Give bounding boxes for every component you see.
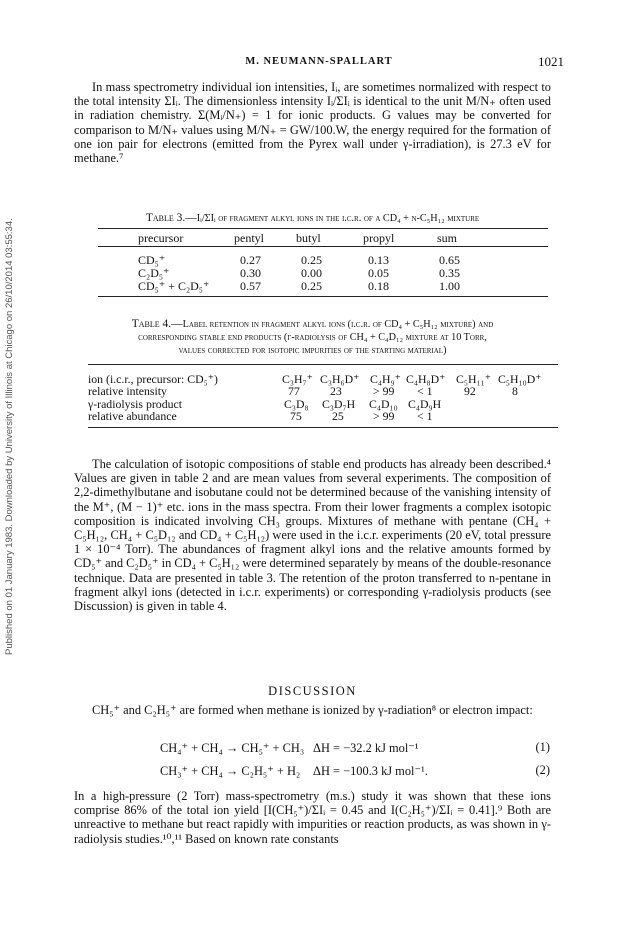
table4-row	[88, 409, 558, 423]
equation	[160, 740, 550, 756]
table4-row	[88, 384, 558, 398]
table4-cell: > 99	[373, 409, 395, 423]
table3-caption	[74, 212, 551, 225]
table3-header: propyl	[363, 231, 395, 245]
table3-header: butyl	[296, 231, 321, 245]
table3-row	[98, 253, 548, 267]
table3-header: sum	[437, 231, 458, 245]
table3-cell: 0.05	[368, 266, 389, 280]
discussion-intro: CH₅⁺ and C₂H₅⁺ are formed when methane is ionized by γ-radiation⁸ or electron impact:	[92, 703, 533, 717]
table4-cell: C₃H₇⁺	[282, 372, 313, 386]
table4-cell: < 1	[417, 384, 433, 398]
equation-enthalpy: ΔH = −100.3 kJ mol⁻¹.	[313, 764, 428, 778]
paragraph-isotopic-composition: The calculation of isotopic compositions of stable end products has already been described.⁴ Values are given in table 2 and are mean values from several experiments. The composition of 2,2-dimethylbutane and isobutane could not be determined because of the vanishing intensity of the M⁺, (M − 1)⁺ etc. ions in the mass spectra. From their lower fragments a complex isotopic composition is indicated involving CH₃ groups. Mixtures of methane with pentane (CH₄ + C₅H₁₂, CH₄ + C₅D₁₂ and CD₄ + C₅H₁₂) were used in the i.c.r. experiments (20 eV, total pressure 1 × 10⁻⁴ Torr). The abundances of fragment alkyl ions and the relative amounts formed by CD₅⁺ and C₂D₅⁺ in CD₄ + C₅H₁₂ were determined separately by means of the double-resonance technique. Data are presented in table 3. The retention of the proton transferred to n-pentane in fragment alkyl ions (detected in i.c.r. experiments) or corresponding γ-radiolysis products (see Discussion) is given in table 4.	[74, 457, 551, 614]
running-head: M. NEUMANN-SPALLART	[245, 56, 393, 67]
table4-caption	[74, 318, 551, 357]
equation-enthalpy: ΔH = −32.2 kJ mol⁻¹	[313, 741, 419, 755]
table4-cell: 23	[330, 384, 342, 398]
paragraph-normalization: In mass spectrometry individual ion intensities, Iᵢ, are sometimes normalized with respect to the total intensity ΣIᵢ. The dimensionless intensity Iᵢ/ΣIᵢ is identical to the unit M/N₊ often used in radiation chemistry. Σ(Mᵢ/N₊) = 1 for ionic products. G values may be converted for comparison to M/N₊ values using M/N₊ = GW/100.W, the energy required for the formation of one ion pair for electrons (emitted from the Pyrex wall under γ-irradiation), is 27.3 eV for methane.⁷	[74, 80, 551, 166]
table4-cell: C₄H₉⁺	[370, 372, 401, 386]
download-watermark: Published on 01 January 1983. Downloaded by University of Illinois at Chicago on 26/10/2014 03:55:34.	[4, 218, 15, 655]
table4-caption-line: Label retention in fragment alkyl ions (i.c.r. of CD₄ + C₅H₁₂ mixture) and	[182, 319, 494, 330]
table3-cell: 0.25	[301, 253, 322, 267]
table3-label: Table 3.—	[145, 212, 197, 224]
equation-number: (1)	[535, 740, 550, 754]
table3-bottom-rule	[98, 296, 548, 297]
table4-cell: 92	[464, 384, 476, 398]
table3-cell: 0.35	[439, 266, 460, 280]
table4-top-rule	[88, 364, 558, 365]
table4-cell: relative abundance	[88, 409, 177, 423]
equation	[160, 763, 550, 779]
table3-header: precursor	[138, 231, 184, 245]
table3-cell: 0.57	[240, 279, 261, 293]
table3-cell: 0.30	[240, 266, 261, 280]
table3-cell: 0.27	[240, 253, 261, 267]
table3-row	[98, 266, 548, 280]
table3-header: pentyl	[234, 231, 264, 245]
table3-cell: 0.00	[301, 266, 322, 280]
table4-cell: 25	[332, 409, 344, 423]
discussion-paragraph: In a high-pressure (2 Torr) mass-spectrometry (m.s.) study it was shown that these ions comprise 86% of the total ion yield [I(CH₅⁺)/ΣIᵢ = 0.45 and I(C₂H₅⁺)/ΣIᵢ = 0.41].⁹ Both are unreactive to methane but react rapidly with impurities or reaction products, as was shown in γ-radiolysis studies.¹⁰,¹¹ Based on known rate constants	[74, 789, 551, 846]
table4-cell: C₄D₁₀	[369, 397, 398, 411]
table3-cell: CD₅⁺ + C₂D₅⁺	[138, 279, 210, 293]
table4-label: Table 4.—	[131, 318, 183, 330]
page-number: 1021	[538, 54, 564, 69]
table4-cell: < 1	[417, 409, 433, 423]
table4-cell: C₅H₁₁⁺	[456, 372, 491, 386]
table4-caption-line: corresponding stable end products (γ-radiolysis of CH₄ + C₄D₁₂ mixture at 10 Torr,	[138, 332, 487, 343]
table4-cell: C₄H₈D⁺	[406, 372, 446, 386]
table4-cell: ion (i.c.r., precursor: CD₅⁺)	[88, 372, 218, 386]
table3-caption-text: Iᵢ/ΣIᵢ of fragment alkyl ions in the i.c.r. of a CD₄ + n-C₅H₁₂ mixture	[196, 213, 480, 224]
table3-cell: 0.25	[301, 279, 322, 293]
table4-caption-line: values corrected for isotopic impurities of the starting material)	[178, 345, 447, 356]
equation-number: (2)	[535, 763, 550, 777]
table3-top-rule	[98, 228, 548, 229]
table4-cell: C₃H₆D⁺	[320, 372, 360, 386]
table4-cell: 77	[288, 384, 300, 398]
table3-cell: 0.65	[439, 253, 460, 267]
table3-header-row	[98, 231, 548, 247]
table4-cell: C₄D₉H	[408, 397, 442, 411]
table4-cell: 8	[512, 384, 518, 398]
section-title-discussion: DISCUSSION	[268, 684, 357, 698]
table3-cell: 0.18	[368, 279, 389, 293]
table4-cell: relative intensity	[88, 384, 167, 398]
table4-bottom-rule	[88, 427, 558, 428]
table4-cell: C₃D₈	[284, 397, 309, 411]
table4-cell: > 99	[373, 384, 395, 398]
table3-cell: CD₅⁺	[138, 253, 166, 267]
table3-cell: C₂D₅⁺	[138, 266, 170, 280]
table4-cell: C₅H₁₀D⁺	[498, 372, 542, 386]
table4-cell: C₃D₇H	[322, 397, 356, 411]
equation-formula: CH₄⁺ + CH₄ → CH₅⁺ + CH₃	[160, 741, 305, 755]
table4-cell: 75	[290, 409, 302, 423]
table3-cell: 0.13	[368, 253, 389, 267]
table3-row	[98, 279, 548, 293]
table4-cell: γ-radiolysis product	[88, 397, 183, 411]
table3-cell: 1.00	[439, 279, 460, 293]
page-header	[74, 56, 564, 72]
equation-formula: CH₃⁺ + CH₄ → C₂H₅⁺ + H₂	[160, 764, 301, 778]
